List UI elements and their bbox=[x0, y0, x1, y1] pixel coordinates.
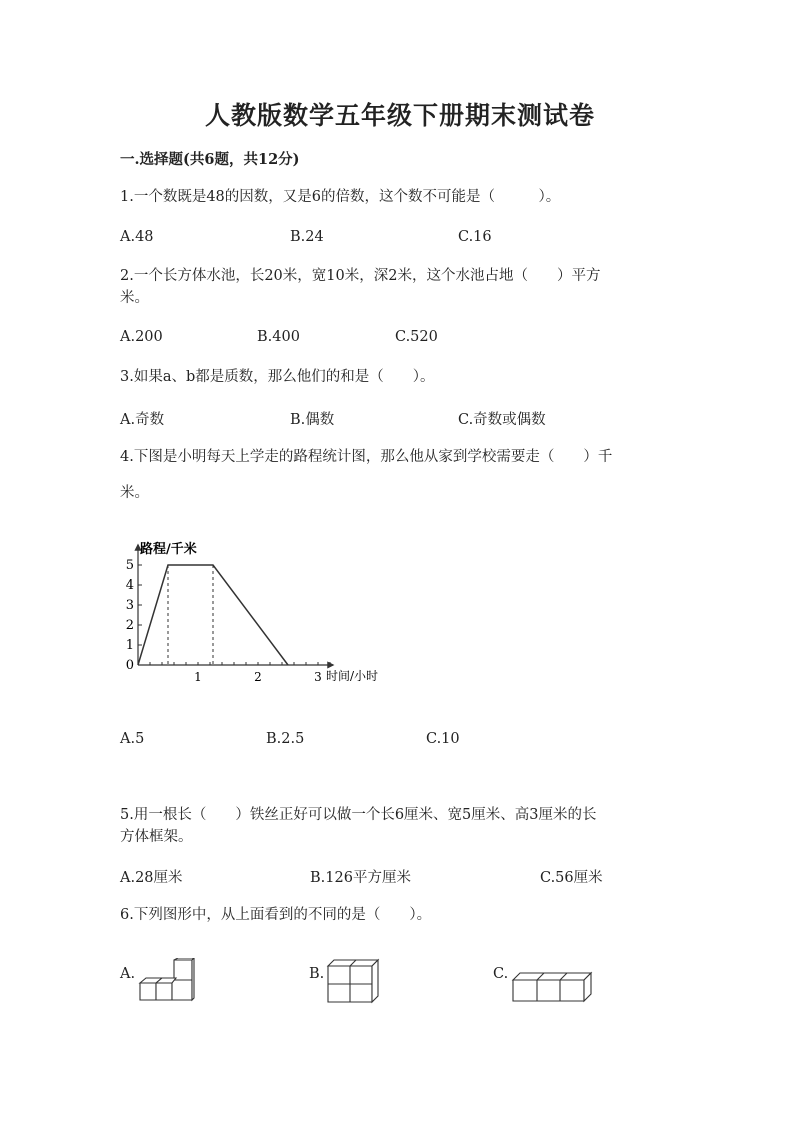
question-4-option-b: B.2.5 bbox=[266, 731, 305, 747]
option-a-cube-figure bbox=[136, 958, 198, 1004]
chart-y-tick-label: 5 bbox=[125, 558, 134, 573]
question-4-stem-line-2: 米。 bbox=[120, 485, 149, 501]
question-2-option-b: B.400 bbox=[257, 329, 300, 345]
question-3-stem: 3.如果a、b都是质数，那么他们的和是（ ）。 bbox=[120, 369, 435, 385]
chart-y-axis-label: 路程/千米 bbox=[140, 542, 197, 557]
question-5-option-a: A.28厘米 bbox=[120, 870, 183, 886]
question-3-option-a: A.奇数 bbox=[120, 412, 165, 428]
question-5-stem-line-2: 方体框架。 bbox=[120, 829, 193, 845]
question-5-option-b: B.126平方厘米 bbox=[310, 870, 411, 886]
question-1-option-b: B.24 bbox=[290, 229, 324, 245]
question-4-option-c: C.10 bbox=[426, 731, 460, 747]
question-2-stem-line-2: 米。 bbox=[120, 290, 149, 306]
option-c-cube-figure bbox=[510, 970, 594, 1004]
section-title: 一.选择题(共6题，共12分) bbox=[120, 151, 300, 168]
question-6-option-c-label: C. bbox=[493, 966, 509, 982]
chart-y-tick-label: 3 bbox=[125, 598, 134, 613]
page-title: 人教版数学五年级下册期末测试卷 bbox=[204, 101, 595, 130]
question-3-option-c: C.奇数或偶数 bbox=[458, 412, 546, 428]
chart-x-tick-label: 2 bbox=[254, 670, 262, 684]
question-1-stem: 1.一个数既是48的因数，又是6的倍数，这个数不可能是（ ）。 bbox=[120, 189, 561, 205]
chart-x-axis-label: 时间/小时 bbox=[326, 669, 379, 683]
question-6-option-a-label: A. bbox=[120, 966, 136, 982]
question-5-option-c: C.56厘米 bbox=[540, 870, 603, 886]
chart-y-tick-label: 2 bbox=[125, 618, 134, 633]
chart-y-tick-label: 4 bbox=[125, 578, 134, 593]
question-1-option-a: A.48 bbox=[120, 229, 154, 245]
chart-x-tick-label: 3 bbox=[314, 670, 322, 684]
question-6-stem: 6.下列图形中，从上面看到的不同的是（ ）。 bbox=[120, 907, 432, 923]
option-b-cube-figure bbox=[325, 958, 381, 1004]
question-6-option-b-label: B. bbox=[309, 966, 325, 982]
question-2-option-c: C.520 bbox=[395, 329, 438, 345]
question-4-option-a: A.5 bbox=[120, 731, 145, 747]
question-4-stem-line-1: 4.下图是小明每天上学走的路程统计图，那么他从家到学校需要走（ ）千 bbox=[120, 449, 613, 465]
chart-x-tick-label: 1 bbox=[194, 670, 202, 684]
chart-y-tick-label: 1 bbox=[125, 638, 134, 653]
chart-y-tick-label: 0 bbox=[125, 658, 134, 673]
question-3-option-b: B.偶数 bbox=[290, 412, 335, 428]
question-2-option-a: A.200 bbox=[120, 329, 163, 345]
question-1-option-c: C.16 bbox=[458, 229, 492, 245]
question-5-stem-line-1: 5.用一根长（ ）铁丝正好可以做一个长6厘米、宽5厘米、高3厘米的长 bbox=[120, 807, 597, 823]
question-2-stem-line-1: 2.一个长方体水池，长20米，宽10米，深2米，这个水池占地（ ）平方 bbox=[120, 268, 601, 284]
distance-time-chart bbox=[118, 535, 408, 685]
